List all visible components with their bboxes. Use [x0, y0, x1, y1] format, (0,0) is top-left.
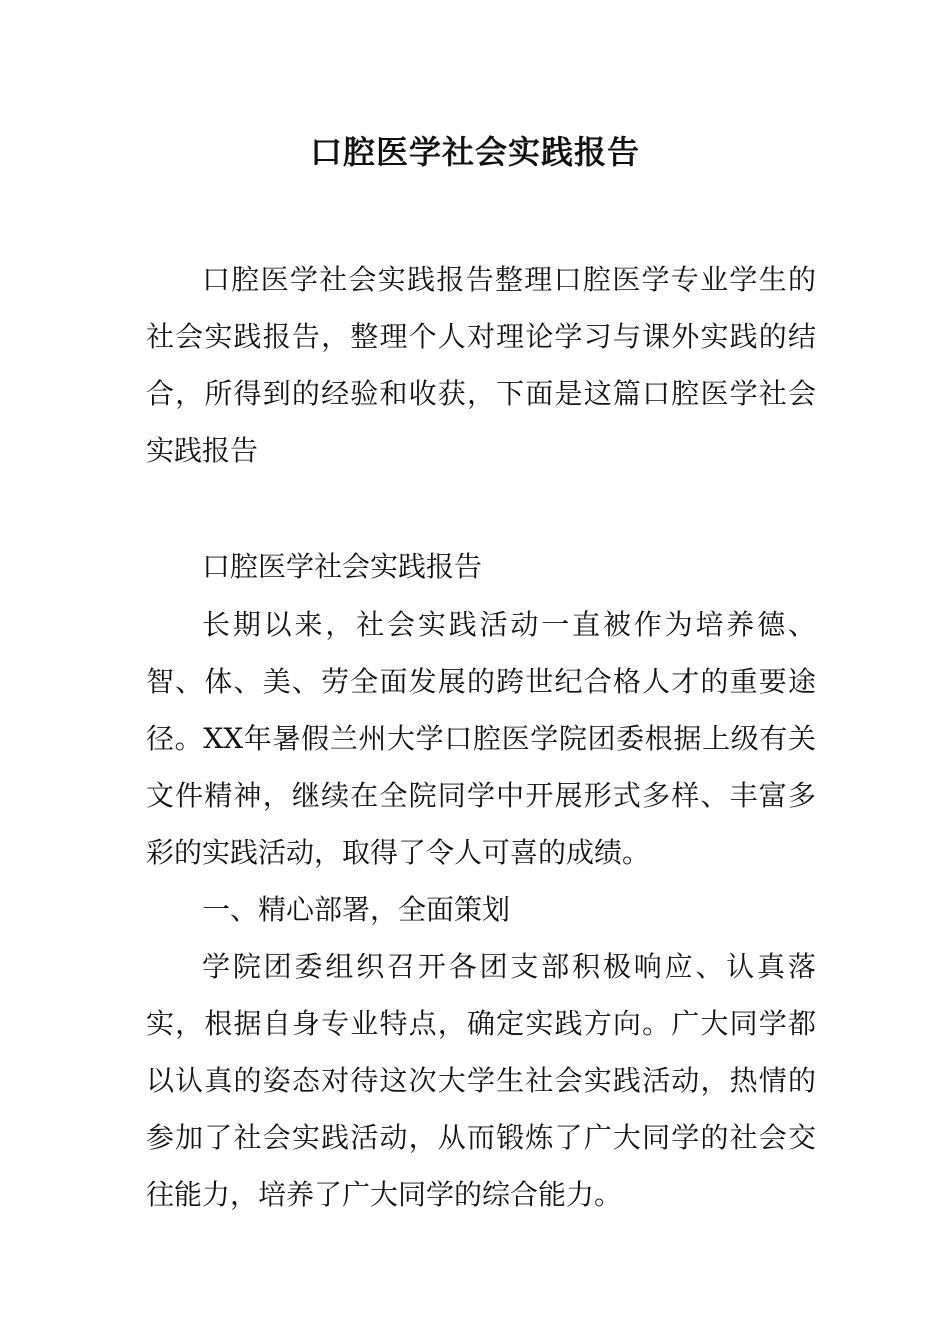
body-paragraph: 学院团委组织召开各团支部积极响应、认真落实，根据自身专业特点，确定实践方向。广大同学都以认真的姿态对待这次大学生社会实践活动，热情的参加了社会实践活动，从而锻炼了广大同学的社会交往能力，培养了广大同学的综合能力。: [146, 950, 816, 1211]
section-heading: 口腔医学社会实践报告: [202, 550, 483, 583]
subsection-heading: 一、精心部署，全面策划: [202, 893, 511, 926]
intro-paragraph: 口腔医学社会实践报告整理口腔医学专业学生的社会实践报告，整理个人对理论学习与课外实践的结合，所得到的经验和收获，下面是这篇口腔医学社会实践报告: [146, 263, 816, 467]
document-title: 口腔医学社会实践报告: [309, 133, 640, 171]
body-paragraph: 长期以来，社会实践活动一直被作为培养德、智、体、美、劳全面发展的跨世纪合格人才的重要途径。XX年暑假兰州大学口腔医学院团委根据上级有关文件精神，继续在全院同学中开展形式多样、丰富多彩的实践活动，取得了令人可喜的成绩。: [146, 608, 816, 869]
